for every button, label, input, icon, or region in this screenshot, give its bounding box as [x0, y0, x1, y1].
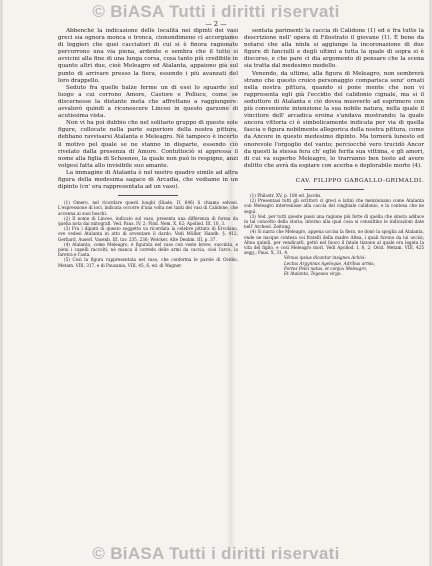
footnote: (1) Philostr. XV, p. 180 ed. Jacobs.: [250, 192, 322, 198]
footnotes-right: [244, 193, 424, 255]
verse-line: Fortes Pelei natus, et conjux Meleagro,: [284, 265, 368, 271]
left-column: [58, 28, 238, 268]
page-number: — 2 —: [205, 20, 227, 28]
body-paragraph: La immagine di Atalanta è nel nostro quadro simile ad altra figura della medesima sagace di Arcadia, che vediamo in un dipinto (cn' era rappresentata ad un vaso).: [58, 169, 238, 191]
footnote: (2) Presentasi tutti gli scrittori ci greci e latini che menzionano come Atalanta con Meleagro intervenisse alla caccia del cinghiale calidonio, e la contesa che ne seguì.: [244, 198, 424, 214]
scan-edge-left: [0, 0, 3, 566]
verse-quotation: [244, 255, 424, 276]
body-paragraph: Seduto fra quelle balze ferme un di essi lo sguardo sul luogo a cui corrono Amore, Castore e Polluce, come se discernesse la distante meta che affrettano a raggiungere: avvalorò quindi a riconoscere Linceo in questo garzone di acutissima vista.: [58, 84, 238, 120]
author-signature: CAV. FILIPPO GARGALLO-GRIMALDI.: [295, 177, 424, 184]
footnote: (1) Omero, nel ricordare questi luoghi (Iliade, II, 646) li chiama selvosi. L'espressione di loci, indicata occorre d'una volta nei tanti dei vasi di Calidone, che accenna ai suoi boschi.: [58, 200, 238, 216]
verse-line: Et Atalanta, Tegeaea virgo.: [284, 271, 342, 277]
footnote-divider: [304, 189, 364, 190]
body-paragraph: Venendo, da ultimo, alla figura di Meleagro, non sembrerà strano che questo croico personaggio comparisca senz' ornati nella nostra pittura, quando si pone mente che non vi rappresenta egli già l'eccidio del calidonio cignale, ma si il seduttore di Atalanta e ciò dovea muoverlo ad esprimere con più conveniente intenzione la sua nobile natura, nella quale il vincitore dell' arcadica eroina s'andava mostrando; la quale ancora vittoria ci è simbolicamente indicata per via di quella fascia o figura nobilmente allegorica della nostra pittura, come da Ancore in questo medesimo dipinto. Ma tornerà lunesto ed onorevole l'orgoglio del vanto; perciocchè vero trucidò Ancor da questi la stessa fera ch' egliè ferita sua vittima, e gli amori, di cui va superbo Meleagro, lo trarranno ben tosto ad avere delitto che avrà da espiare con acerba e deplorabile morte (4).: [244, 70, 424, 169]
footnote: (4) Atalanta, come Meleagro, è figurata nel vaso con veste breve, succinta, e pieni i capelli raccolti; nè manca il corredo delle armi da caccia, cioè l'arco, la faretra e l'asta.: [58, 241, 238, 258]
footnote-divider: [118, 195, 178, 196]
body-paragraph: Non vi ha poi dubbio che nel solitario gruppo di queste sole figure, collocate nella parte superiore della nostra pittura, debbano ravvisarsi Atalanta e Meleagro. Nè tampoco è incerto il motivo pel quale se ne stanno in disparte, essendo ciò rivelato dalla presenza di Amore. Contuttociò si appressa il nome alla figlia di Schoeneo, la quale non può lo respigne, anzi volgesi fatta allo invisibile suo amante.: [58, 120, 238, 169]
right-column: [244, 28, 424, 276]
body-paragraph: Abbenchè la indicazione delle località nei dipinti dei vasi greci sia ognora monca o tronca, cionondimeno ci accorgiamo di leggieri che quei cacciatori di cui si è finora ragionato percorrono una via piena, ardente e sembra che il tutto si avvicini alla fine di una lunga corsa, cosa tanto più credibile in quanto altri due, cioè Meleagro ed Atalanta, appaiono già sul punto di arrivare presso la fiera, essendo i più avanzati del loro drappello.: [58, 28, 238, 84]
footnote: (5) Così la figura rappresentata nel vaso, che conferma le parole di Ovidio, Metam. VIII, 317, e di Pausania, VIII, 45, 6, ed. di Wagner.: [58, 257, 238, 268]
footnote: (4) Si narra che Meleagro, appena uccisa la fiera, ne donò la spoglia ad Atalanta, onde ne nacque contesa coi fratelli della madre Altea, i quali furono da lui uccisi; Altea quindi, per vendicarli, gettò nel fuoco il fatale tizzone al quale era legata la vita del figlio, e così Meleagro morì. Vedi Apollod. I, 8, 2; Ovid. Metam. VIII, 425 segg.; Paus. X, 31, 4.: [244, 229, 424, 256]
body-paragraph: sentata parimenti la caccia di Calidone (1) ed è fra tutte la descrizione nell' opera di Filostrato il giovane (1). È bene da notarsi che alla ninfa si aggiunge la incoronazione di due figure di fanciulli e degli ultimi a tutta la quale di sopra si è discorso, e che pare ci dia argomento di pensare che la scena sia tratta dal medesimo modello.: [244, 28, 424, 70]
footnotes-left: [58, 200, 238, 268]
footnote: (2) Il nome di Linceo, indicato sul vaso, presenta una differenza di forma da quella nota dai mitografi. Ved. Paus. IV, 2; Pind. Nem. X, 62; Apollod. III, 10, 3.: [58, 215, 238, 226]
footnote: (3) Ved. per tutti queste passi una ragione più forte di quella che sinora adduce in tal concetto della storia; intorno alla qual cosa si consultino le indicazioni date nell' Archeol. Zeitung.: [244, 213, 424, 230]
watermark-bottom: © BiASA Tutti i diritti riservati: [92, 544, 340, 563]
footnote: (3) Fra i dipinti di questo soggetto va ricordata la celebre pittura di Ercolano, ove vedesi Atalanta in atto di avventare il dardo. Vedi Müller, Handb. §. 412; Gerhard, Auserl. Vasenb. III, tav. 235, 236; Welcker, Alte Denkm. III, p. 37.: [58, 226, 238, 242]
watermark-top: © BiASA Tutti i diritti riservati: [92, 2, 340, 21]
verse-line: Lectus Argynnus Ageloque, Adribus armis,: [284, 260, 375, 266]
verse-line: Vérsus ipsius dicantur insignes Achivi:: [284, 255, 366, 261]
